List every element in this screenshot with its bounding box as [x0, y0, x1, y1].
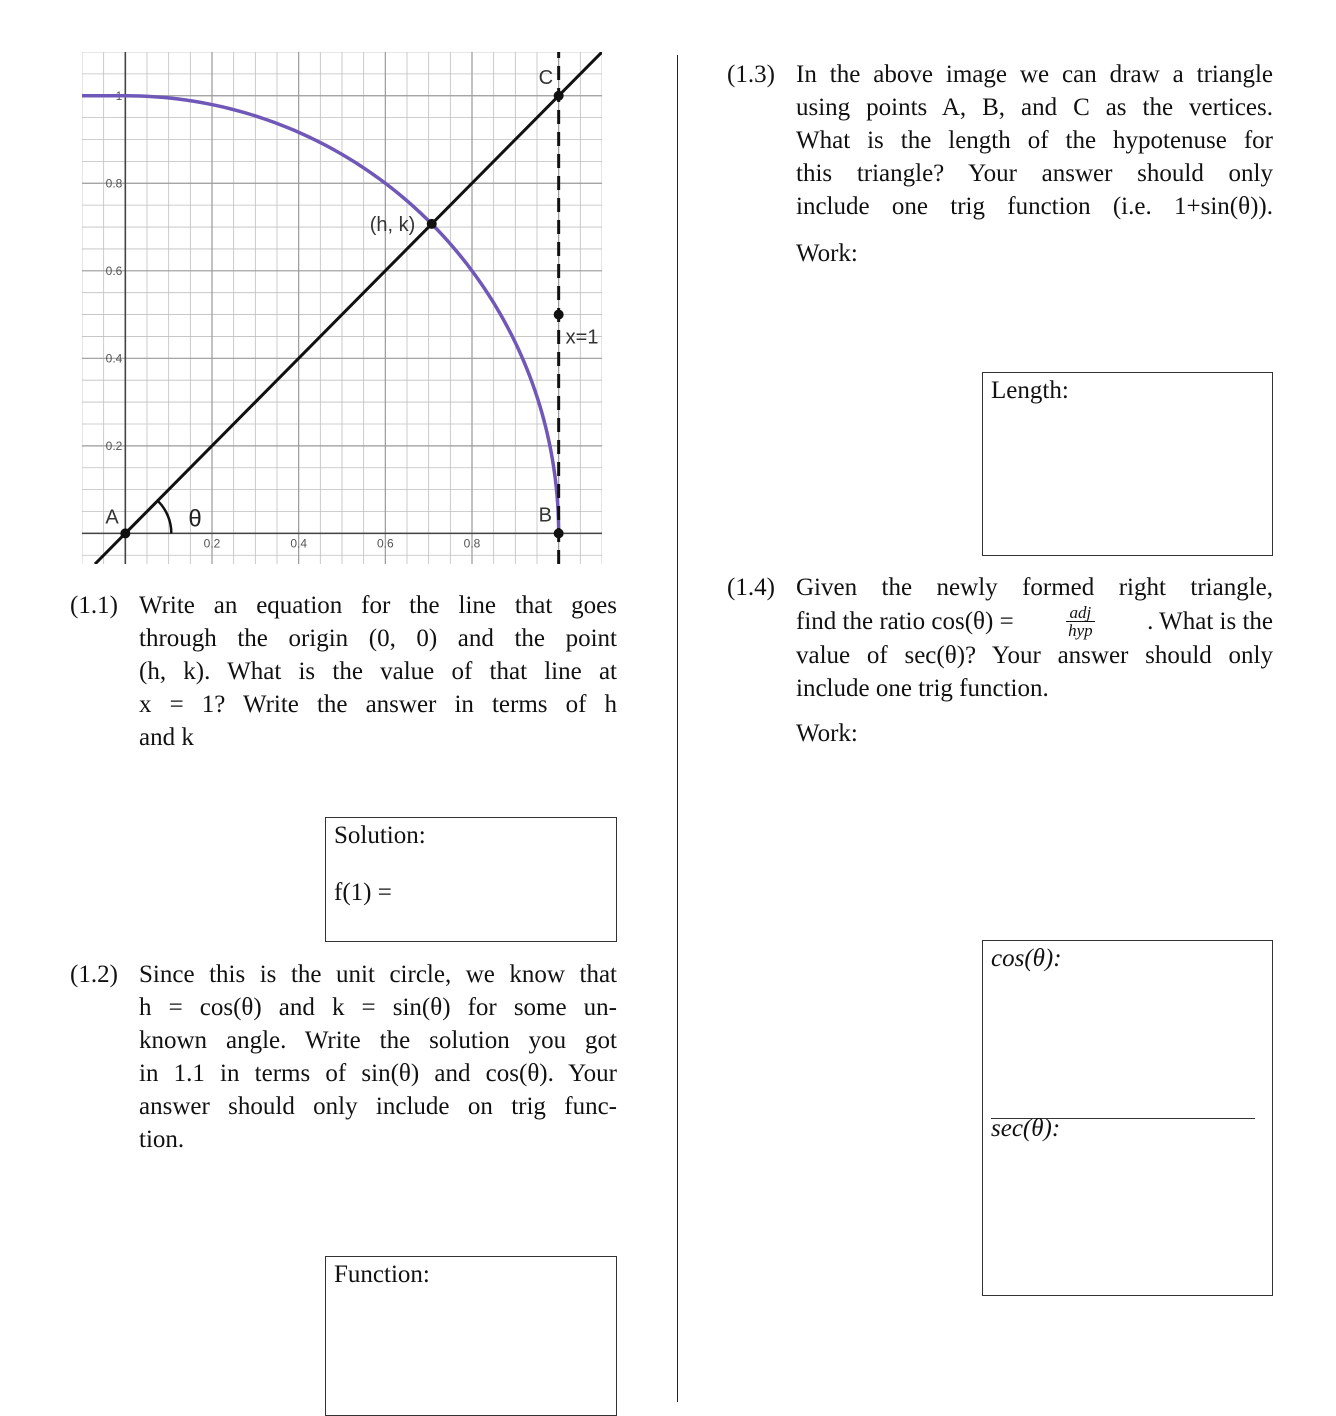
solution-box[interactable] — [325, 817, 617, 942]
y-tick-label: 0.8 — [105, 176, 123, 191]
q12-number: (1.2) — [70, 961, 118, 988]
point-c-label: C — [538, 66, 554, 89]
q14-line2a: find the ratio cos(θ) = — [796, 608, 1014, 635]
point-marker — [554, 310, 564, 320]
q13-line: include one trig function (i.e. 1+sin(θ)). — [796, 193, 1273, 220]
x-tick-label: 0.6 — [376, 536, 394, 551]
q14-line2b: . What is the — [1147, 608, 1273, 635]
q14-number: (1.4) — [727, 574, 775, 601]
y-tick-label: 0.6 — [105, 263, 123, 278]
cos-theta-label: cos(θ): — [991, 945, 1062, 972]
q13-text — [796, 58, 1273, 223]
point-hk-label: (h, k) — [369, 213, 416, 236]
point-marker — [427, 219, 437, 229]
point-marker — [554, 528, 564, 538]
function-box[interactable] — [325, 1256, 617, 1416]
q12-line: Since this is the unit circle, we know that — [139, 961, 617, 988]
q11-line: and k — [139, 724, 194, 751]
length-label: Length: — [991, 377, 1069, 404]
q11-number: (1.1) — [70, 592, 118, 619]
q11-line: through the origin (0, 0) and the point — [139, 625, 617, 652]
q14-line-ratio — [796, 604, 1273, 639]
q12-text — [139, 958, 617, 1156]
q14-line: value of sec(θ)? Your answer should only — [796, 642, 1273, 669]
q11-line: (h, k). What is the value of that line at — [139, 658, 617, 685]
y-tick-label: 1 — [115, 88, 123, 103]
x-tick-label: 0.4 — [290, 536, 308, 551]
solution-label: Solution: — [334, 822, 426, 849]
q13-number: (1.3) — [727, 61, 775, 88]
theta-label: θ — [188, 505, 202, 533]
q12-line: h = cos(θ) and k = sin(θ) for some un- — [139, 994, 617, 1021]
point-a-label: A — [105, 506, 119, 529]
q13-line: this triangle? Your answer should only — [796, 160, 1273, 187]
adj-over-hyp-fraction — [1066, 604, 1095, 639]
y-tick-label: 0.2 — [105, 438, 123, 453]
point-marker — [120, 528, 130, 538]
q13-line: In the above image we can draw a triangle — [796, 61, 1273, 88]
function-label: Function: — [334, 1261, 430, 1288]
length-box[interactable] — [982, 372, 1273, 556]
q11-line: Write an equation for the line that goes — [139, 592, 617, 619]
q13-line: What is the length of the hypotenuse for — [796, 127, 1273, 154]
q13-line: using points A, B, and C as the vertices. — [796, 94, 1273, 121]
tick-labels — [106, 89, 481, 551]
theta-angle-arc — [158, 501, 171, 534]
x-tick-label: 0.8 — [463, 536, 481, 551]
x-tick-label: 0.2 — [203, 536, 221, 551]
q14-work-label: Work: — [796, 720, 858, 747]
q11-text — [139, 589, 617, 754]
q14-line: include one trig function. — [796, 675, 1049, 702]
x-equals-1-label: x=1 — [565, 326, 599, 349]
solution-f1: f(1) = — [334, 879, 392, 906]
q12-line: answer should only include on trig func- — [139, 1093, 617, 1120]
q12-line: tion. — [139, 1126, 185, 1153]
fraction-denominator: hyp — [1068, 621, 1093, 640]
q11-line: x = 1? Write the answer in terms of h — [139, 691, 617, 718]
column-divider — [677, 55, 678, 1402]
point-marker — [554, 91, 564, 101]
cos-sec-box[interactable] — [982, 940, 1273, 1296]
q13-work-label: Work: — [796, 240, 858, 267]
unit-circle-figure — [82, 52, 602, 564]
q12-line: in 1.1 in terms of sin(θ) and cos(θ). Your — [139, 1060, 617, 1087]
y-tick-label: 0.4 — [105, 351, 123, 366]
point-b-label: B — [538, 504, 553, 527]
sec-theta-label: sec(θ): — [991, 1115, 1061, 1142]
q14-text — [796, 571, 1273, 705]
q12-line: known angle. Write the solution you got — [139, 1027, 617, 1054]
fraction-numerator: adj — [1066, 604, 1095, 622]
line-through-origin — [95, 52, 602, 564]
q14-line: Given the newly formed right triangle, — [796, 574, 1273, 601]
